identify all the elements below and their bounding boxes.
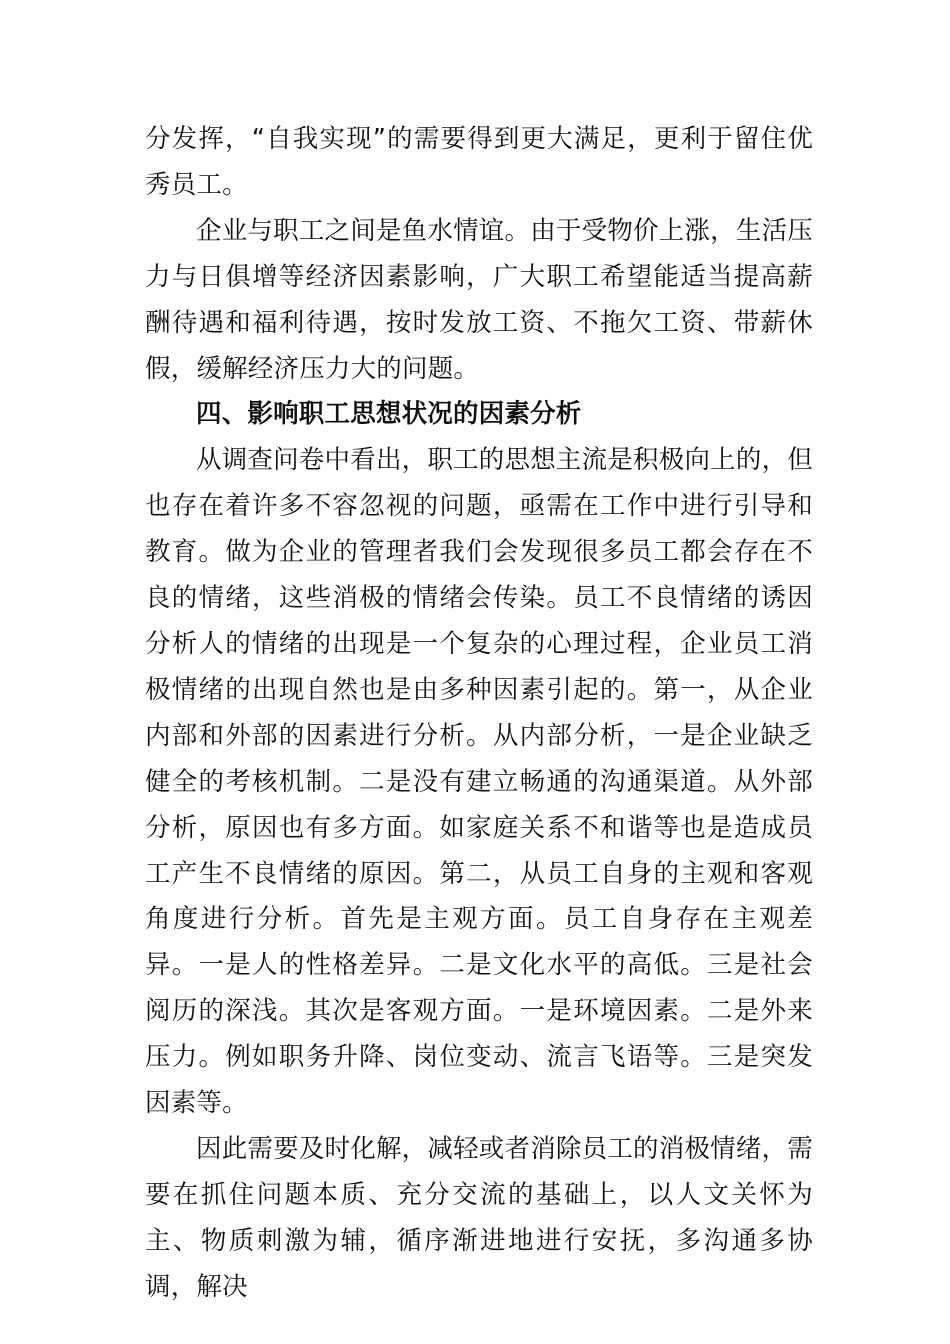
document-page: [145, 117, 813, 1311]
section-heading: 四、影响职工思想状况的因素分析: [196, 399, 582, 430]
paragraph-factor-analysis: 从调查问卷中看出，职工的思想主流是积极向上的，但也存在着许多不容忽视的问题，亟需在工作中进行引导和教育。做为企业的管理者我们会发现很多员工都会存在不良的情绪，这些消极的情绪会传染。员工不良情绪的诱因分析人的情绪的出现是一个复杂的心理过程，企业员工消极情绪的出现自然也是由多种因素引起的。第一，从企业内部和外部的因素进行分析。从内部分析，一是企业缺乏健全的考核机制。二是没有建立畅通的沟通渠道。从外部分析，原因也有多方面。如家庭关系不和谐等也是造成员工产生不良情绪的原因。第二，从员工自身的主观和客观角度进行分析。首先是主观方面。员工自身存在主观差异。一是人的性格差异。二是文化水平的高低。三是社会阅历的深浅。其次是客观方面。一是环境因素。二是外来压力。例如职务升降、岗位变动、流言飞语等。三是突发因素等。: [145, 445, 813, 1119]
paragraph-employee-relations: 企业与职工之间是鱼水情谊。由于受物价上涨，生活压力与日俱增等经济因素影响，广大职工希望能适当提高薪酬待遇和福利待遇，按时发放工资、不拖欠工资、带薪休假，缓解经济压力大的问题。: [145, 215, 813, 384]
paragraph-continuation: 分发挥，“自我实现”的需要得到更大满足，更利于留住优秀员工。: [145, 124, 813, 200]
paragraph-resolution: 因此需要及时化解，减轻或者消除员工的消极情绪，需要在抓住问题本质、充分交流的基础上，以人文关怀为主、物质刺激为辅，循序渐进地进行安抚，多沟通多协调，解决: [145, 1133, 813, 1302]
